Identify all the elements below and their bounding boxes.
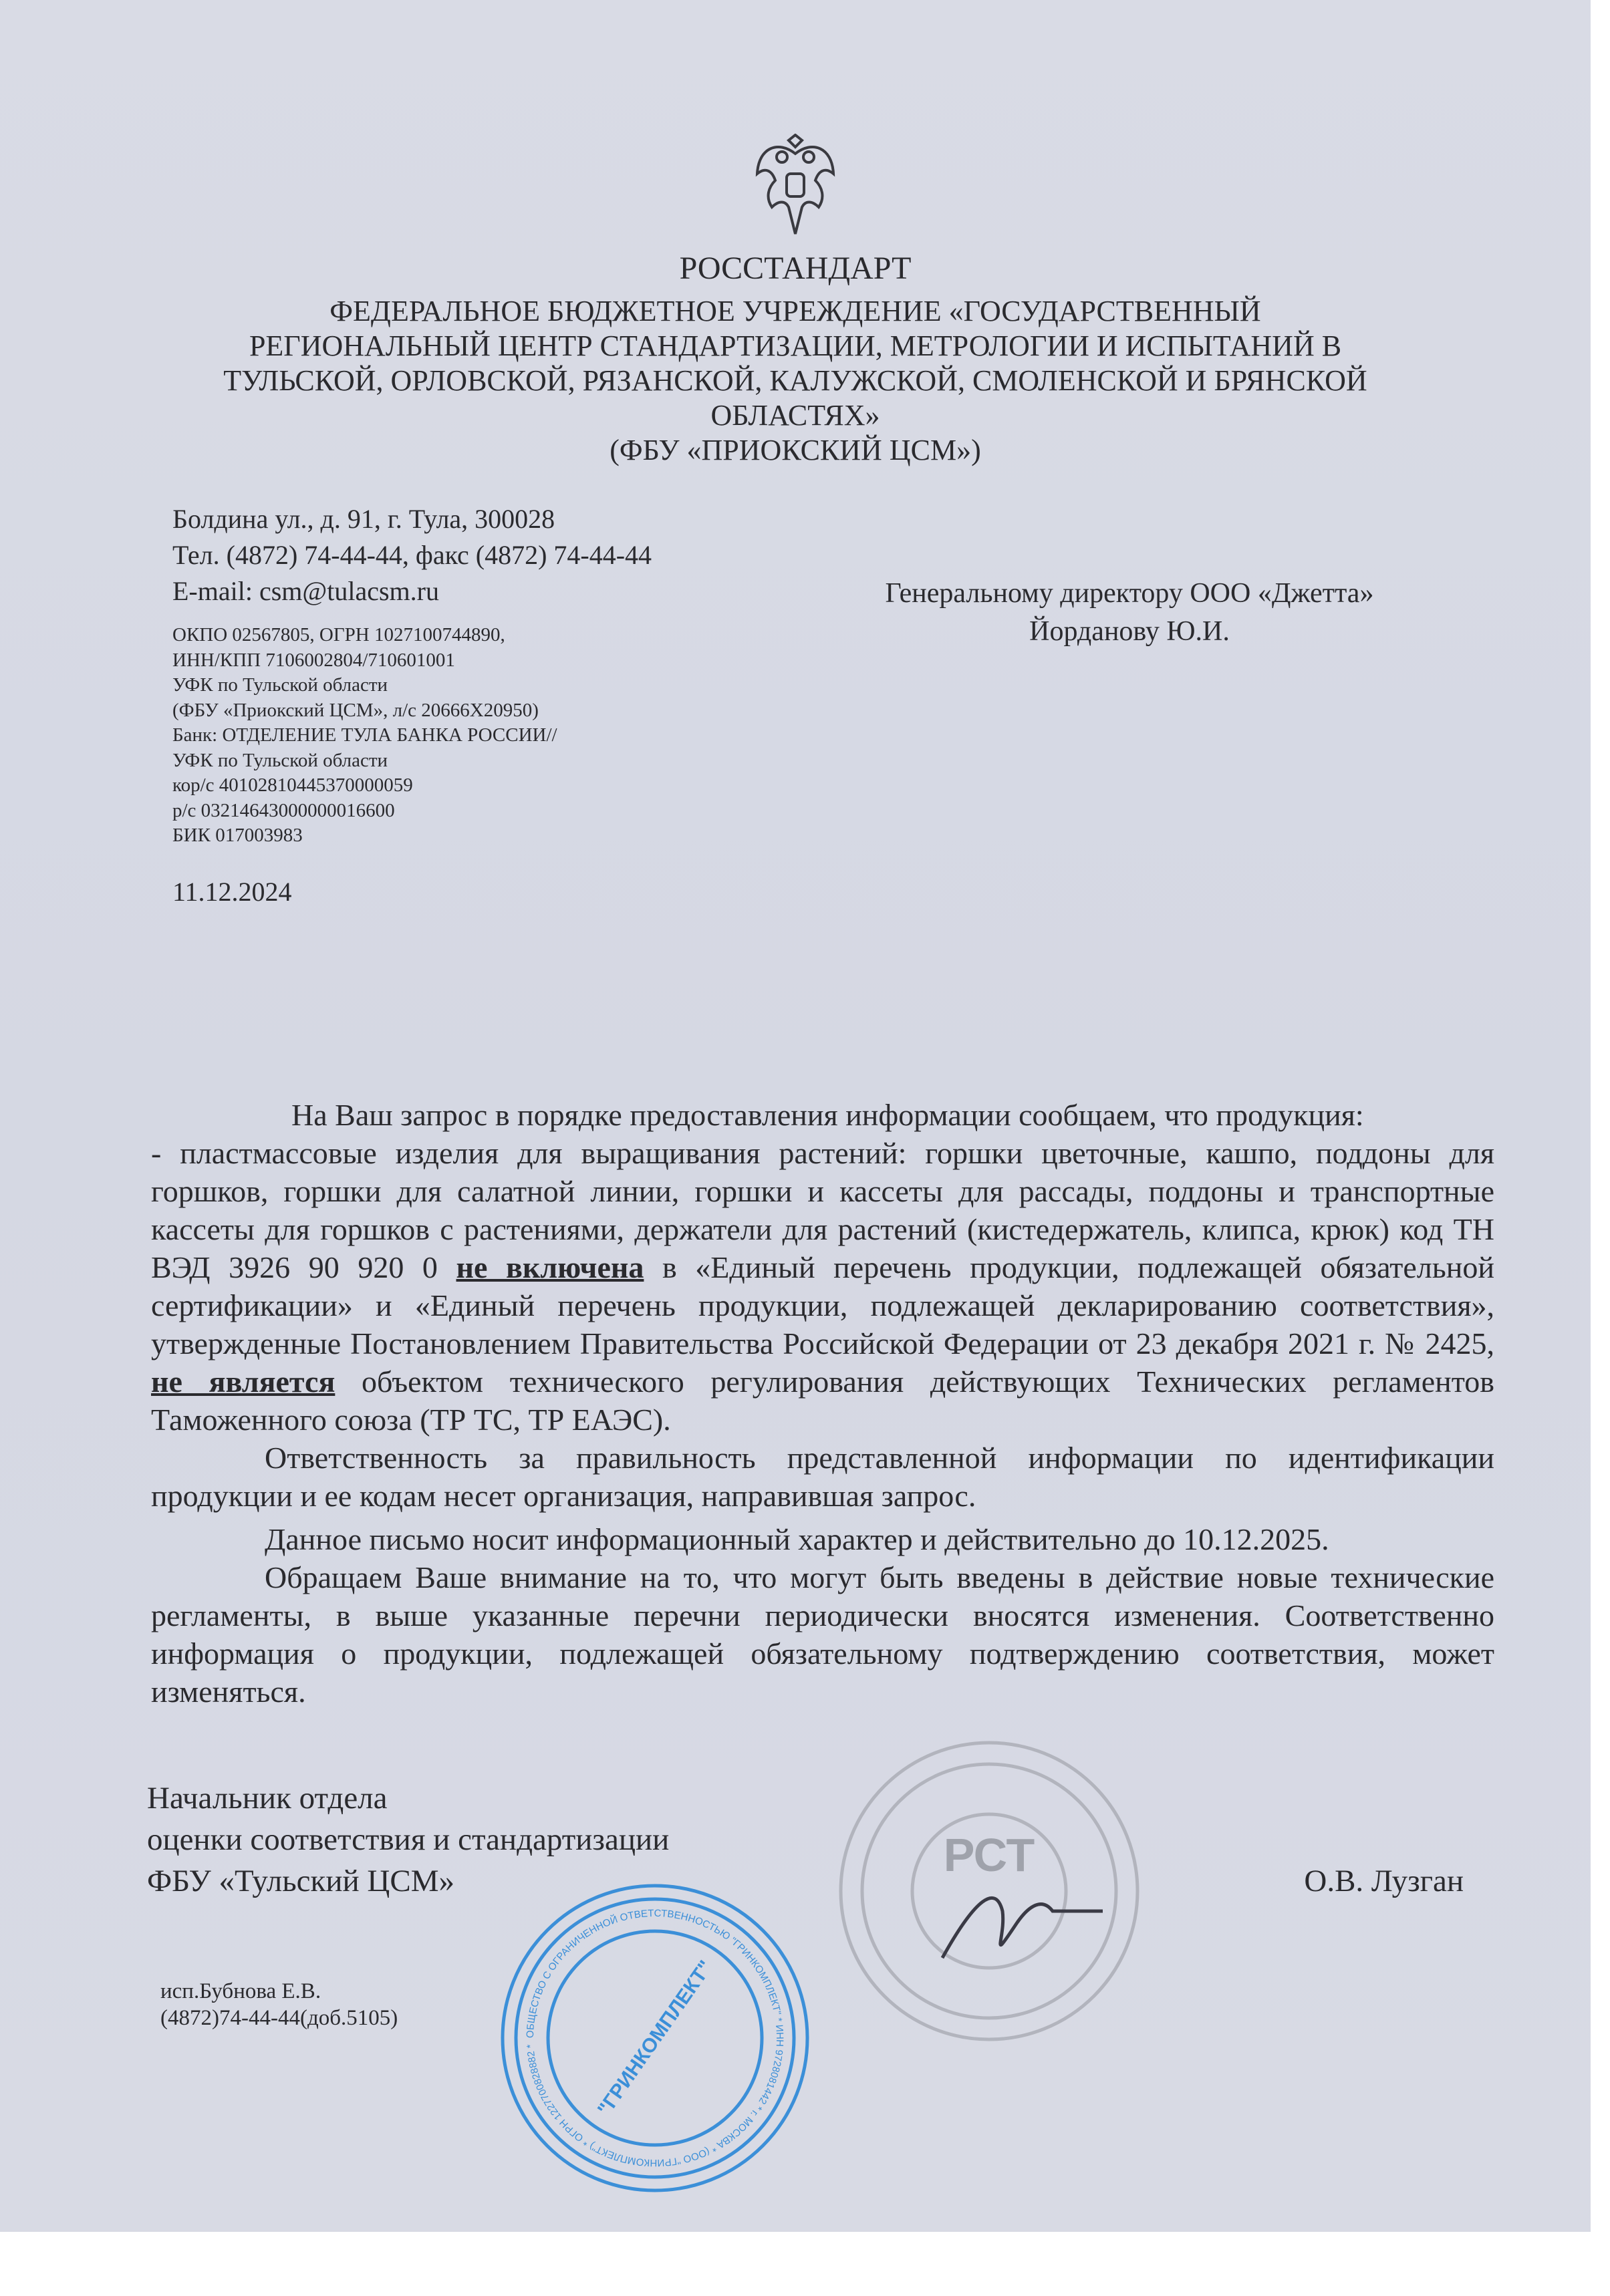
addressee-position: Генеральному директору ООО «Джетта»: [885, 578, 1374, 609]
organization-name: [124, 294, 1467, 468]
body-paragraph: На Ваш запрос в порядке предоставления информации сообщаем, что продукция:: [291, 1097, 1364, 1132]
requisite-line: Банк: ОТДЕЛЕНИЕ ТУЛА БАНКА РОССИИ//: [172, 724, 557, 746]
signatory-title: Начальник отдела: [147, 1780, 388, 1816]
body-text: объектом технического регулирования действующих Технических регламентов Таможенного союза (ТР ТС, ТР ЕАЭС).: [151, 1364, 1494, 1437]
org-line: ФЕДЕРАЛЬНОЕ БЮДЖЕТНОЕ УЧРЕЖДЕНИЕ «ГОСУДАРСТВЕННЫЙ: [329, 295, 1261, 327]
blue-stamp-ring-text: ОБЩЕСТВО С ОГРАНИЧЕННОЙ ОТВЕТСТВЕННОСТЬЮ "ГРИНКОМПЛЕКТ" * ИНН 9728081442 * г. МОСКВА * (ООО "ГРИНКОМПЛЕКТ") * ОГРН 1227700828882 *: [524, 1907, 786, 2168]
coat-of-arms-emblem: [752, 134, 839, 241]
requisite-line: УФК по Тульской области: [172, 674, 388, 696]
body-text: в «Единый перечень продукции, подлежащей обязательной сертификации» и «Единый перечень продукции, подлежащей декларированию соответствия», утвержденные Постановлением Правительства Российской Федерации от 23 декабря 2021 г. № 2425,: [151, 1250, 1494, 1360]
org-line: РЕГИОНАЛЬНЫЙ ЦЕНТР СТАНДАРТИЗАЦИИ, МЕТРОЛОГИИ И ИСПЫТАНИЙ В: [249, 329, 1342, 362]
requisite-line: кор/с 40102810445370000059: [172, 774, 413, 796]
gray-stamp-text: РСТ: [943, 1828, 1035, 1881]
signatory-title: оценки соответствия и стандартизации: [147, 1822, 670, 1857]
requisite-line: УФК по Тульской области: [172, 749, 388, 771]
requisite-line: (ФБУ «Приокский ЦСМ», л/с 20666Х20950): [172, 699, 539, 721]
body-text: - пластмассовые изделия для выращивания растений: горшки цветочные, кашпо, поддоны для горшков, горшки для салатной линии, горшки и кассеты для рассады, поддоны и транспортные кассеты для горшков с растениями, держатели для растений (кистедержатель, клипса, крюк) код ТН ВЭД 3926 90 920 0: [151, 1135, 1494, 1284]
blue-company-stamp: [495, 1878, 815, 2198]
body-paragraph: Обращаем Ваше внимание на то, что могут быть введены в действие новые технические регламенты, в выше указанные перечни периодически вносятся изменения. Соответственно информация о продукции, подлежащей обязательному подтверждению соответствия, может изменяться.: [151, 1560, 1494, 1709]
executor-block: [160, 1978, 398, 2031]
requisite-line: р/с 03214643000000016600: [172, 799, 395, 821]
phone: Тел. (4872) 74-44-44, факс (4872) 74-44-44: [172, 540, 652, 570]
body-paragraph: Ответственность за правильность представленной информации по идентификации продукции и ее кодам несет организация, направившая запрос.: [151, 1440, 1494, 1513]
signature-area: [0, 1737, 1591, 2205]
contact-block: [172, 501, 774, 609]
signature-scribble: [942, 1898, 1103, 1958]
letterhead-row: [0, 501, 1591, 909]
addressee-block: [822, 575, 1437, 909]
letter-body: [151, 1096, 1494, 1711]
body-paragraph: [151, 1134, 1494, 1439]
emphasis-not-included: не включена: [456, 1250, 644, 1284]
executor-phone: (4872)74-44-44(доб.5105): [160, 2005, 398, 2030]
requisites-block: [172, 623, 774, 849]
requisite-line: ОКПО 02567805, ОГРН 1027100744890,: [172, 624, 505, 645]
signatory-title: ФБУ «Тульский ЦСМ»: [147, 1863, 455, 1898]
requisite-line: ИНН/КПП 7106002804/710601001: [172, 649, 455, 671]
email: E-mail: csm@tulacsm.ru: [172, 576, 439, 606]
addressee-name: Йорданову Ю.И.: [1029, 616, 1230, 647]
signatory-name: О.В. Лузган: [1304, 1863, 1464, 1898]
org-short-name: (ФБУ «ПРИОКСКИЙ ЦСМ»): [610, 434, 981, 466]
org-line: ТУЛЬСКОЙ, ОРЛОВСКОЙ, РЯЗАНСКОЙ, КАЛУЖСКОЙ, СМОЛЕНСКОЙ И БРЯНСКОЙ: [223, 364, 1367, 397]
emphasis-not-object: не является: [151, 1364, 336, 1399]
gray-official-stamp: [835, 1737, 1143, 2045]
org-line: ОБЛАСТЯХ»: [710, 399, 880, 432]
body-paragraph: Данное письмо носит информационный характер и действительно до 10.12.2025.: [265, 1522, 1329, 1556]
sender-column: [172, 501, 774, 909]
agency-name: РОССТАНДАРТ: [679, 251, 912, 286]
executor-name: исп.Бубнова Е.В.: [160, 1979, 321, 2003]
address: Болдина ул., д. 91, г. Тула, 300028: [172, 504, 555, 534]
letter-date: 11.12.2024: [172, 876, 292, 907]
blue-stamp-center-text: "ГРИНКОМПЛЕКТ": [593, 1956, 717, 2120]
requisite-line: БИК 017003983: [172, 825, 303, 846]
